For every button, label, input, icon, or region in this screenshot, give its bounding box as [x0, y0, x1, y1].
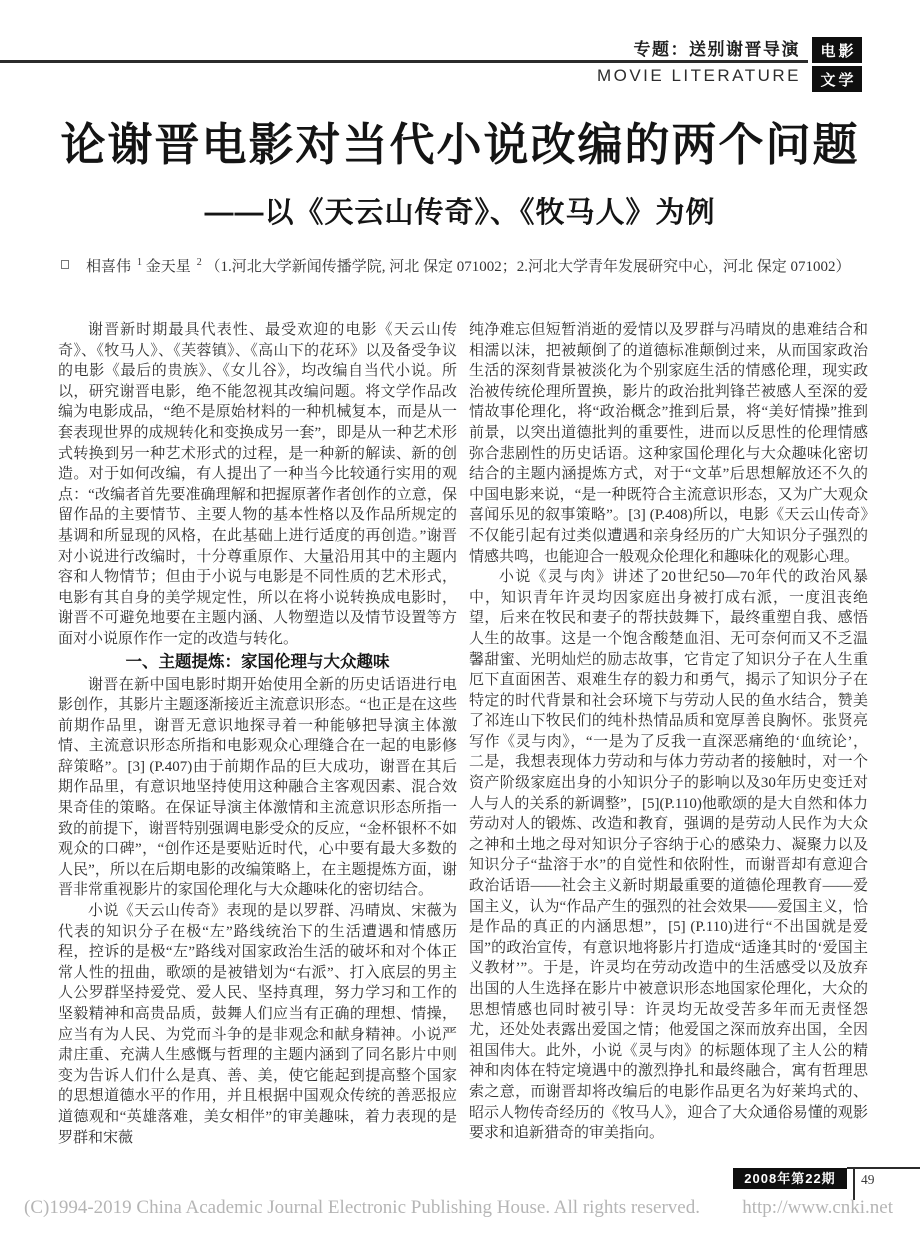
- body-paragraph: 小说《灵与肉》讲述了20世纪50—70年代的政治风暴中，知识青年许灵均因家庭出身被打成右派，一度沮丧绝望，后来在牧民和妻子的帮扶鼓舞下，最终重塑自我、感悟人生的故事。这是一个饱含酸楚血泪、无可奈何而又不乏温馨甜蜜、光明灿烂的励志故事，它肯定了知识分子在人生重厄下直面困苦、艰难生存的毅力和勇气，揭示了知识分子在特定的时代背景和社会环境下与劳动人民的鱼水结合，赞美了祁连山下牧民们的纯朴热情品质和宽厚善良胸怀。张贤亮写作《灵与肉》，“一是为了反我一直深恶痛绝的‘血统论’，二是，我想表现体力劳动和与体力劳动者的接触时，对一个资产阶级家庭出身的小知识分子的影响以及30年历史变迁对人与人的关系的新调整”，[5](P.110)他歌颂的是大自然和体力劳动对人的锻炼、改造和教育，强调的是劳动人民作为大众之神和土地之母对知识分子容纳于心的感染力、凝聚力以及知识分子“盐溶于水”的自觉性和依附性，而谢晋却有意迎合政治话语——社会主义新时期最重要的道德伦理教育——爱国主义，认为“作品产生的强烈的社会效果——爱国主义，恰是作品的真正的内涵思想”，[5] (P.110)进行“不出国就是爱国”的政治宣传，有意识地将影片打造成“适逢其时的‘爱国主义教材’”。于是，许灵均在劳动改造中的生活感受以及放弃出国的人生选择在影片中被意识形态地国家伦理化，大众的思想情感也同时被引导：许灵均无故受苦多年而无责怪怨尤，还处处表露出爱国之情；他爱国之深而放弃出国，全因祖国伟大。此外，小说《灵与肉》的标题体现了主人公的精神和肉体在特定境遇中的激烈挣扎和最终融合，寓有哲理思索之意，而谢晋却将改编后的电影作品更名为好莱坞式的、昭示人物传奇经历的《牧马人》，迎合了大众通俗易懂的观影要求和追新猎奇的审美指向。: [469, 569, 868, 1142]
- journal-name-english: MOVIE LITERATURE: [596, 66, 801, 85]
- footer-rule-vertical: [853, 1167, 855, 1200]
- journal-badge-bottom: 文学: [812, 66, 862, 92]
- body-paragraph-continuation: 纯净难忘但短暂消逝的爱情以及罗群与冯晴岚的患难结合和相濡以沫，把被颠倒了的道德标准颠倒过来，从而国家政治生活的深刻背景被淡化为个别家庭生活的情感伦理，现实政治被传统伦理所置换，影片的政治批判锋芒被感人至深的爱情故事伦理化，将“政治概念”推到后景，将“美好情操”推到前景，以突出道德批判的重要性，进而以反思性的伦理情感弥合悲剧性的历史话语。这种家国伦理化与大众趣味化密切结合的主题内涵提炼方式，对于“文革”后思想解放还不久的中国电影来说，“是一种既符合主流意识形态，又为广大观众喜闻乐见的叙事策略”。[3] (P.408)所以，电影《天云山传奇》不仅能引起有过类似遭遇和亲身经历的广大知识分子强烈的情感共鸣，也能迎合一般观众伦理化和趣味化的观影心理。: [469, 322, 868, 565]
- article-title: 论谢晋电影对当代小说改编的两个问题: [60, 119, 860, 170]
- author-affiliation: （1.河北大学新闻传播学院, 河北 保定 071002；2.河北大学青年发展研究中心，河北 保定 071002）: [205, 259, 851, 275]
- page-number: 49: [861, 1172, 875, 1187]
- body-paragraph: 谢晋新时期最具代表性、最受欢迎的电影《天云山传奇》、《牧马人》、《芙蓉镇》、《高山下的花环》以及备受争议的电影《最后的贵族》、《女儿谷》，均改编自当代小说。所以，研究谢晋电影，绝不能忽视其改编问题。将文学作品改编为电影成品，“绝不是原始材料的一种机械复本，而是从一套表现世界的成规转化和变换成另一套”，即是从一种艺术形式转换到另一种艺术形式的过程，是一种新的解读、新的创造。对于如何改编，有人提出了一种当今比较通行实用的观点：“改编者首先要准确理解和把握原著作者创作的立意，保留作品的主要情节、主要人物的基本性格以及作品所规定的基调和所显现的风格，在此基础上进行适度的再创造。”谢晋对小说进行改编时，十分尊重原作、大量沿用其中的主题内容和人物情节；但由于小说与电影是不同性质的艺术形式，电影有其自身的美学规定性，所以在将小说转换成电影时，谢晋不可避免地要在主题内涵、人物塑造以及情节设置等方面对小说原作作一定的改造与转化。: [58, 322, 457, 647]
- copyright-line: [24, 1197, 893, 1219]
- header-rule: [0, 60, 808, 63]
- author-note-marker: [61, 260, 69, 269]
- author-line: [58, 255, 875, 276]
- author-name: 相喜伟: [86, 259, 132, 275]
- right-column: [469, 320, 868, 1148]
- author-affiliation-sup: 1: [137, 257, 143, 268]
- author-name: 金天星: [145, 259, 191, 275]
- left-column: [58, 320, 457, 1148]
- issue-badge: 2008年第22期: [733, 1168, 847, 1189]
- section-heading: 一、主题提炼：家国伦理与大众趣味: [125, 652, 390, 671]
- body-paragraph: 谢晋在新中国电影时期开始使用全新的历史话语进行电影创作，其影片主题逐渐接近主流意识形态。“也正是在这些前期作品里，谢晋无意识地探寻着一种能够把导演主体激情、主流意识形态所指和电影观众心理缝合在一起的电影修辞策略”。[3] (P.407)由于前期作品的巨大成功，谢晋在其后期作品里，有意识地坚持使用这种融合主客观因素、混合效果奇佳的策略。在保证导演主体激情和主流意识形态所指一致的前提下，谢晋特别强调电影受众的反应，“金杯银杯不如观众的口碑”，“创作还是要贴近时代，心中要有最大多数的人民”，所以在后期电影的改编策略上，在主题提炼方面，谢晋非常重视影片的家国伦理化与大众趣味化的密切结合。: [58, 676, 457, 899]
- footer-rule-horizontal: [847, 1167, 920, 1169]
- article-body: [58, 320, 868, 1148]
- copyright-text: (C)1994-2019 China Academic Journal Electronic Publishing House. All rights reserved.: [24, 1197, 700, 1218]
- author-affiliation-sup: 2: [196, 257, 202, 268]
- author-text: [86, 255, 851, 276]
- journal-badge: [812, 37, 862, 95]
- header-topic: 专题：送别谢晋导演: [633, 40, 800, 59]
- body-paragraph: 小说《天云山传奇》表现的是以罗群、冯晴岚、宋薇为代表的知识分子在极“左”路线统治下的生活遭遇和情感历程，控诉的是极“左”路线对国家政治生活的破坏和对个体正常人性的扭曲，歌颂的是被错划为“右派”、打入底层的男主人公罗群坚持爱党、爱人民、坚持真理，努力学习和工作的坚毅精神和高贵品质，鼓舞人们应当有正确的理想、情操，应当有为人民、为党而斗争的是非观念和献身精神。小说严肃庄重、充满人生感慨与哲理的主题内涵到了同名影片中则变为告诉人们什么是真、善、美，使它能起到提高整个国家的思想道德水平的作用，并且根据中国观众传统的善恶报应道德观和“英雄落难，美女相伴”的审美趣味，着力表现的是罗群和宋薇: [58, 903, 457, 1146]
- article-subtitle: ——以《天云山传奇》、《牧马人》为例: [204, 197, 716, 229]
- journal-badge-top: 电影: [812, 37, 862, 63]
- publisher-url: http://www.cnki.net: [742, 1197, 893, 1218]
